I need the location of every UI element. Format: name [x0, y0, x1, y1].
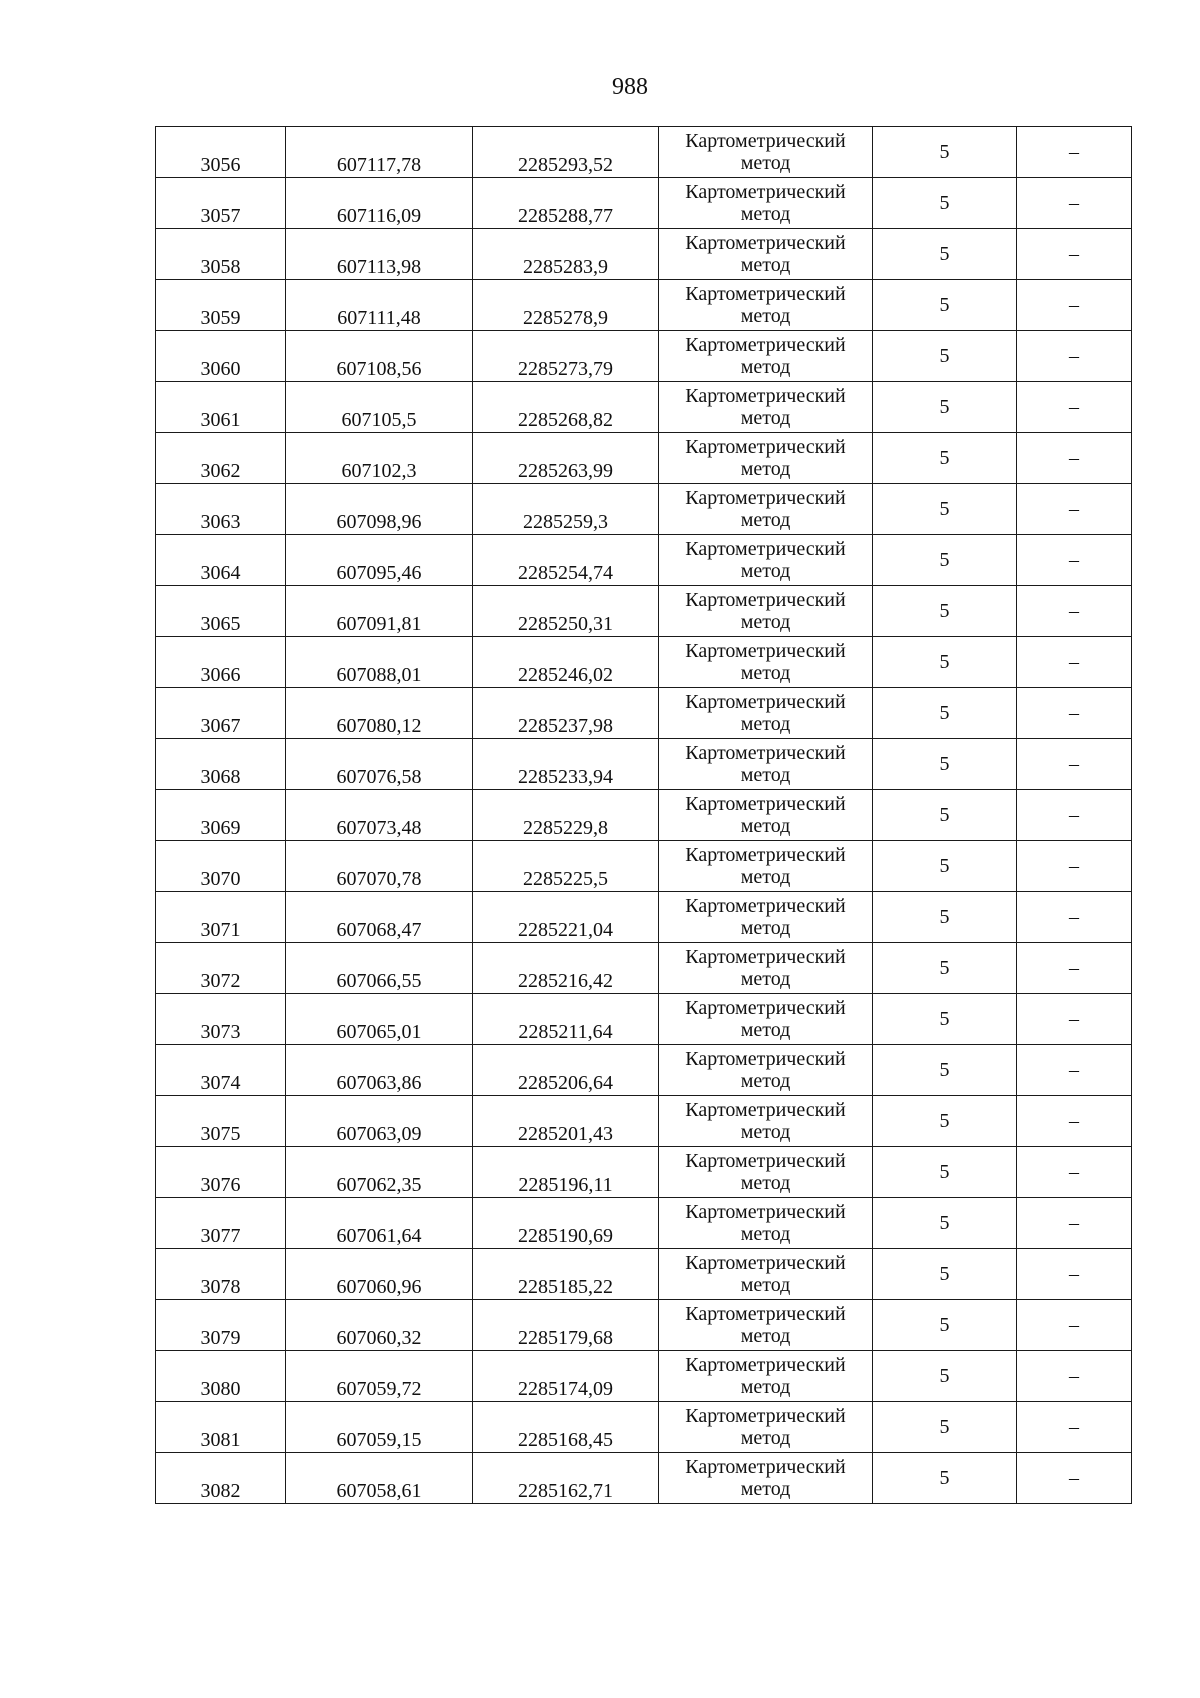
table-row: [156, 841, 1132, 892]
method-label-continued: метод: [740, 1172, 791, 1194]
description-cell: –: [1017, 1096, 1132, 1147]
method-label: Картометрический: [685, 1252, 846, 1274]
accuracy-cell: 5: [873, 1453, 1017, 1504]
y-coordinate-cell: 2285179,68: [473, 1300, 659, 1351]
x-coordinate-cell: 607088,01: [286, 637, 473, 688]
method-label-continued: метод: [740, 662, 791, 684]
y-coordinate-cell: 2285190,69: [473, 1198, 659, 1249]
method-label-continued: метод: [740, 1121, 791, 1143]
method-label: Картометрический: [685, 538, 846, 560]
table-row: [156, 433, 1132, 484]
description-cell: –: [1017, 841, 1132, 892]
description-cell: –: [1017, 331, 1132, 382]
x-coordinate-cell: 607070,78: [286, 841, 473, 892]
method-label-continued: метод: [740, 305, 791, 327]
method-label-continued: метод: [740, 917, 791, 939]
table-row: [156, 790, 1132, 841]
table-row: [156, 1351, 1132, 1402]
description-cell: –: [1017, 790, 1132, 841]
y-coordinate-cell: 2285246,02: [473, 637, 659, 688]
x-coordinate-cell: 607091,81: [286, 586, 473, 637]
method-cell: [659, 229, 873, 280]
point-number-cell: 3060: [156, 331, 286, 382]
page-number: 988: [612, 74, 648, 100]
accuracy-cell: 5: [873, 280, 1017, 331]
description-cell: –: [1017, 892, 1132, 943]
method-label-continued: метод: [740, 764, 791, 786]
method-label-continued: метод: [740, 1019, 791, 1041]
table-row: [156, 586, 1132, 637]
table-row: [156, 280, 1132, 331]
method-cell: [659, 178, 873, 229]
description-cell: –: [1017, 637, 1132, 688]
y-coordinate-cell: 2285250,31: [473, 586, 659, 637]
accuracy-cell: 5: [873, 1351, 1017, 1402]
y-coordinate-cell: 2285162,71: [473, 1453, 659, 1504]
point-number-cell: 3076: [156, 1147, 286, 1198]
table-row: [156, 229, 1132, 280]
method-cell: [659, 739, 873, 790]
description-cell: –: [1017, 586, 1132, 637]
method-cell: [659, 637, 873, 688]
method-label-continued: метод: [740, 815, 791, 837]
method-label-continued: метод: [740, 356, 791, 378]
y-coordinate-cell: 2285233,94: [473, 739, 659, 790]
coordinates-table-body: [156, 127, 1132, 1504]
accuracy-cell: 5: [873, 739, 1017, 790]
method-label: Картометрический: [685, 640, 846, 662]
method-label-continued: метод: [740, 254, 791, 276]
point-number-cell: 3075: [156, 1096, 286, 1147]
point-number-cell: 3065: [156, 586, 286, 637]
table-row: [156, 943, 1132, 994]
x-coordinate-cell: 607063,86: [286, 1045, 473, 1096]
method-label: Картометрический: [685, 1303, 846, 1325]
method-cell: [659, 943, 873, 994]
y-coordinate-cell: 2285201,43: [473, 1096, 659, 1147]
method-label-continued: метод: [740, 713, 791, 735]
accuracy-cell: 5: [873, 892, 1017, 943]
y-coordinate-cell: 2285259,3: [473, 484, 659, 535]
point-number-cell: 3070: [156, 841, 286, 892]
point-number-cell: 3067: [156, 688, 286, 739]
table-row: [156, 1147, 1132, 1198]
y-coordinate-cell: 2285225,5: [473, 841, 659, 892]
coordinates-table: [155, 126, 1132, 1504]
method-cell: [659, 790, 873, 841]
x-coordinate-cell: 607073,48: [286, 790, 473, 841]
description-cell: –: [1017, 1198, 1132, 1249]
accuracy-cell: 5: [873, 637, 1017, 688]
description-cell: –: [1017, 178, 1132, 229]
method-label: Картометрический: [685, 334, 846, 356]
accuracy-cell: 5: [873, 994, 1017, 1045]
method-label: Картометрический: [685, 130, 846, 152]
point-number-cell: 3063: [156, 484, 286, 535]
method-label: Картометрический: [685, 1456, 846, 1478]
y-coordinate-cell: 2285168,45: [473, 1402, 659, 1453]
method-label-continued: метод: [740, 152, 791, 174]
method-label-continued: метод: [740, 407, 791, 429]
accuracy-cell: 5: [873, 535, 1017, 586]
description-cell: –: [1017, 1249, 1132, 1300]
x-coordinate-cell: 607113,98: [286, 229, 473, 280]
x-coordinate-cell: 607059,72: [286, 1351, 473, 1402]
method-label: Картометрический: [685, 946, 846, 968]
x-coordinate-cell: 607116,09: [286, 178, 473, 229]
y-coordinate-cell: 2285206,64: [473, 1045, 659, 1096]
table-row: [156, 484, 1132, 535]
method-label: Картометрический: [685, 1201, 846, 1223]
y-coordinate-cell: 2285216,42: [473, 943, 659, 994]
x-coordinate-cell: 607060,32: [286, 1300, 473, 1351]
point-number-cell: 3069: [156, 790, 286, 841]
method-label-continued: метод: [740, 203, 791, 225]
method-label: Картометрический: [685, 997, 846, 1019]
y-coordinate-cell: 2285288,77: [473, 178, 659, 229]
method-cell: [659, 586, 873, 637]
accuracy-cell: 5: [873, 229, 1017, 280]
method-cell: [659, 1300, 873, 1351]
description-cell: –: [1017, 1453, 1132, 1504]
method-cell: [659, 433, 873, 484]
table-row: [156, 739, 1132, 790]
method-label: Картометрический: [685, 691, 846, 713]
accuracy-cell: 5: [873, 1198, 1017, 1249]
x-coordinate-cell: 607095,46: [286, 535, 473, 586]
method-cell: [659, 280, 873, 331]
point-number-cell: 3073: [156, 994, 286, 1045]
description-cell: –: [1017, 127, 1132, 178]
table-row: [156, 994, 1132, 1045]
method-label: Картометрический: [685, 436, 846, 458]
method-label: Картометрический: [685, 181, 846, 203]
method-cell: [659, 1351, 873, 1402]
x-coordinate-cell: 607108,56: [286, 331, 473, 382]
method-label: Картометрический: [685, 232, 846, 254]
method-label: Картометрический: [685, 844, 846, 866]
accuracy-cell: 5: [873, 790, 1017, 841]
method-cell: [659, 1453, 873, 1504]
table-row: [156, 688, 1132, 739]
method-cell: [659, 1096, 873, 1147]
accuracy-cell: 5: [873, 688, 1017, 739]
table-row: [156, 1096, 1132, 1147]
method-cell: [659, 1147, 873, 1198]
accuracy-cell: 5: [873, 178, 1017, 229]
method-label: Картометрический: [685, 1150, 846, 1172]
method-label-continued: метод: [740, 1325, 791, 1347]
table-row: [156, 1198, 1132, 1249]
point-number-cell: 3072: [156, 943, 286, 994]
method-label-continued: метод: [740, 560, 791, 582]
accuracy-cell: 5: [873, 127, 1017, 178]
y-coordinate-cell: 2285254,74: [473, 535, 659, 586]
description-cell: –: [1017, 535, 1132, 586]
accuracy-cell: 5: [873, 1096, 1017, 1147]
point-number-cell: 3056: [156, 127, 286, 178]
method-label-continued: метод: [740, 458, 791, 480]
method-cell: [659, 688, 873, 739]
method-label: Картометрический: [685, 283, 846, 305]
accuracy-cell: 5: [873, 1249, 1017, 1300]
method-cell: [659, 1045, 873, 1096]
accuracy-cell: 5: [873, 484, 1017, 535]
accuracy-cell: 5: [873, 382, 1017, 433]
point-number-cell: 3068: [156, 739, 286, 790]
table-row: [156, 1402, 1132, 1453]
x-coordinate-cell: 607117,78: [286, 127, 473, 178]
method-label-continued: метод: [740, 1478, 791, 1500]
point-number-cell: 3074: [156, 1045, 286, 1096]
description-cell: –: [1017, 433, 1132, 484]
method-label: Картометрический: [685, 1405, 846, 1427]
table-row: [156, 637, 1132, 688]
description-cell: –: [1017, 1045, 1132, 1096]
x-coordinate-cell: 607060,96: [286, 1249, 473, 1300]
description-cell: –: [1017, 1402, 1132, 1453]
point-number-cell: 3057: [156, 178, 286, 229]
method-cell: [659, 892, 873, 943]
accuracy-cell: 5: [873, 433, 1017, 484]
point-number-cell: 3058: [156, 229, 286, 280]
accuracy-cell: 5: [873, 586, 1017, 637]
coordinates-table-wrapper: [155, 126, 1131, 1504]
method-label: Картометрический: [685, 793, 846, 815]
method-cell: [659, 484, 873, 535]
y-coordinate-cell: 2285268,82: [473, 382, 659, 433]
y-coordinate-cell: 2285263,99: [473, 433, 659, 484]
description-cell: –: [1017, 1147, 1132, 1198]
table-row: [156, 1045, 1132, 1096]
y-coordinate-cell: 2285211,64: [473, 994, 659, 1045]
method-label-continued: метод: [740, 611, 791, 633]
method-label: Картометрический: [685, 895, 846, 917]
method-label: Картометрический: [685, 385, 846, 407]
method-cell: [659, 382, 873, 433]
description-cell: –: [1017, 229, 1132, 280]
method-label-continued: метод: [740, 509, 791, 531]
point-number-cell: 3064: [156, 535, 286, 586]
method-label-continued: метод: [740, 1070, 791, 1092]
point-number-cell: 3062: [156, 433, 286, 484]
accuracy-cell: 5: [873, 1402, 1017, 1453]
point-number-cell: 3077: [156, 1198, 286, 1249]
table-row: [156, 178, 1132, 229]
point-number-cell: 3071: [156, 892, 286, 943]
y-coordinate-cell: 2285174,09: [473, 1351, 659, 1402]
x-coordinate-cell: 607102,3: [286, 433, 473, 484]
x-coordinate-cell: 607065,01: [286, 994, 473, 1045]
accuracy-cell: 5: [873, 331, 1017, 382]
method-cell: [659, 127, 873, 178]
x-coordinate-cell: 607111,48: [286, 280, 473, 331]
y-coordinate-cell: 2285283,9: [473, 229, 659, 280]
x-coordinate-cell: 607098,96: [286, 484, 473, 535]
method-cell: [659, 994, 873, 1045]
point-number-cell: 3081: [156, 1402, 286, 1453]
method-label-continued: метод: [740, 1274, 791, 1296]
y-coordinate-cell: 2285221,04: [473, 892, 659, 943]
y-coordinate-cell: 2285196,11: [473, 1147, 659, 1198]
x-coordinate-cell: 607068,47: [286, 892, 473, 943]
table-row: [156, 1249, 1132, 1300]
x-coordinate-cell: 607059,15: [286, 1402, 473, 1453]
y-coordinate-cell: 2285278,9: [473, 280, 659, 331]
x-coordinate-cell: 607063,09: [286, 1096, 473, 1147]
y-coordinate-cell: 2285273,79: [473, 331, 659, 382]
method-label: Картометрический: [685, 487, 846, 509]
y-coordinate-cell: 2285229,8: [473, 790, 659, 841]
accuracy-cell: 5: [873, 1045, 1017, 1096]
y-coordinate-cell: 2285293,52: [473, 127, 659, 178]
method-cell: [659, 331, 873, 382]
method-label-continued: метод: [740, 866, 791, 888]
method-cell: [659, 1402, 873, 1453]
point-number-cell: 3080: [156, 1351, 286, 1402]
point-number-cell: 3059: [156, 280, 286, 331]
table-row: [156, 382, 1132, 433]
method-cell: [659, 1249, 873, 1300]
point-number-cell: 3082: [156, 1453, 286, 1504]
table-row: [156, 1453, 1132, 1504]
description-cell: –: [1017, 280, 1132, 331]
method-label: Картометрический: [685, 1099, 846, 1121]
method-label: Картометрический: [685, 742, 846, 764]
table-row: [156, 535, 1132, 586]
method-label: Картометрический: [685, 1354, 846, 1376]
accuracy-cell: 5: [873, 841, 1017, 892]
point-number-cell: 3078: [156, 1249, 286, 1300]
x-coordinate-cell: 607062,35: [286, 1147, 473, 1198]
table-row: [156, 892, 1132, 943]
method-label-continued: метод: [740, 1427, 791, 1449]
y-coordinate-cell: 2285237,98: [473, 688, 659, 739]
x-coordinate-cell: 607105,5: [286, 382, 473, 433]
x-coordinate-cell: 607061,64: [286, 1198, 473, 1249]
description-cell: –: [1017, 382, 1132, 433]
accuracy-cell: 5: [873, 943, 1017, 994]
x-coordinate-cell: 607058,61: [286, 1453, 473, 1504]
y-coordinate-cell: 2285185,22: [473, 1249, 659, 1300]
accuracy-cell: 5: [873, 1300, 1017, 1351]
description-cell: –: [1017, 943, 1132, 994]
point-number-cell: 3079: [156, 1300, 286, 1351]
x-coordinate-cell: 607080,12: [286, 688, 473, 739]
accuracy-cell: 5: [873, 1147, 1017, 1198]
x-coordinate-cell: 607076,58: [286, 739, 473, 790]
point-number-cell: 3066: [156, 637, 286, 688]
table-row: [156, 331, 1132, 382]
method-label: Картометрический: [685, 589, 846, 611]
method-cell: [659, 1198, 873, 1249]
method-label-continued: метод: [740, 1376, 791, 1398]
table-row: [156, 1300, 1132, 1351]
point-number-cell: 3061: [156, 382, 286, 433]
description-cell: –: [1017, 739, 1132, 790]
method-label: Картометрический: [685, 1048, 846, 1070]
description-cell: –: [1017, 1300, 1132, 1351]
method-label-continued: метод: [740, 1223, 791, 1245]
method-cell: [659, 535, 873, 586]
description-cell: –: [1017, 994, 1132, 1045]
table-row: [156, 127, 1132, 178]
description-cell: –: [1017, 484, 1132, 535]
description-cell: –: [1017, 688, 1132, 739]
description-cell: –: [1017, 1351, 1132, 1402]
method-cell: [659, 841, 873, 892]
x-coordinate-cell: 607066,55: [286, 943, 473, 994]
method-label-continued: метод: [740, 968, 791, 990]
